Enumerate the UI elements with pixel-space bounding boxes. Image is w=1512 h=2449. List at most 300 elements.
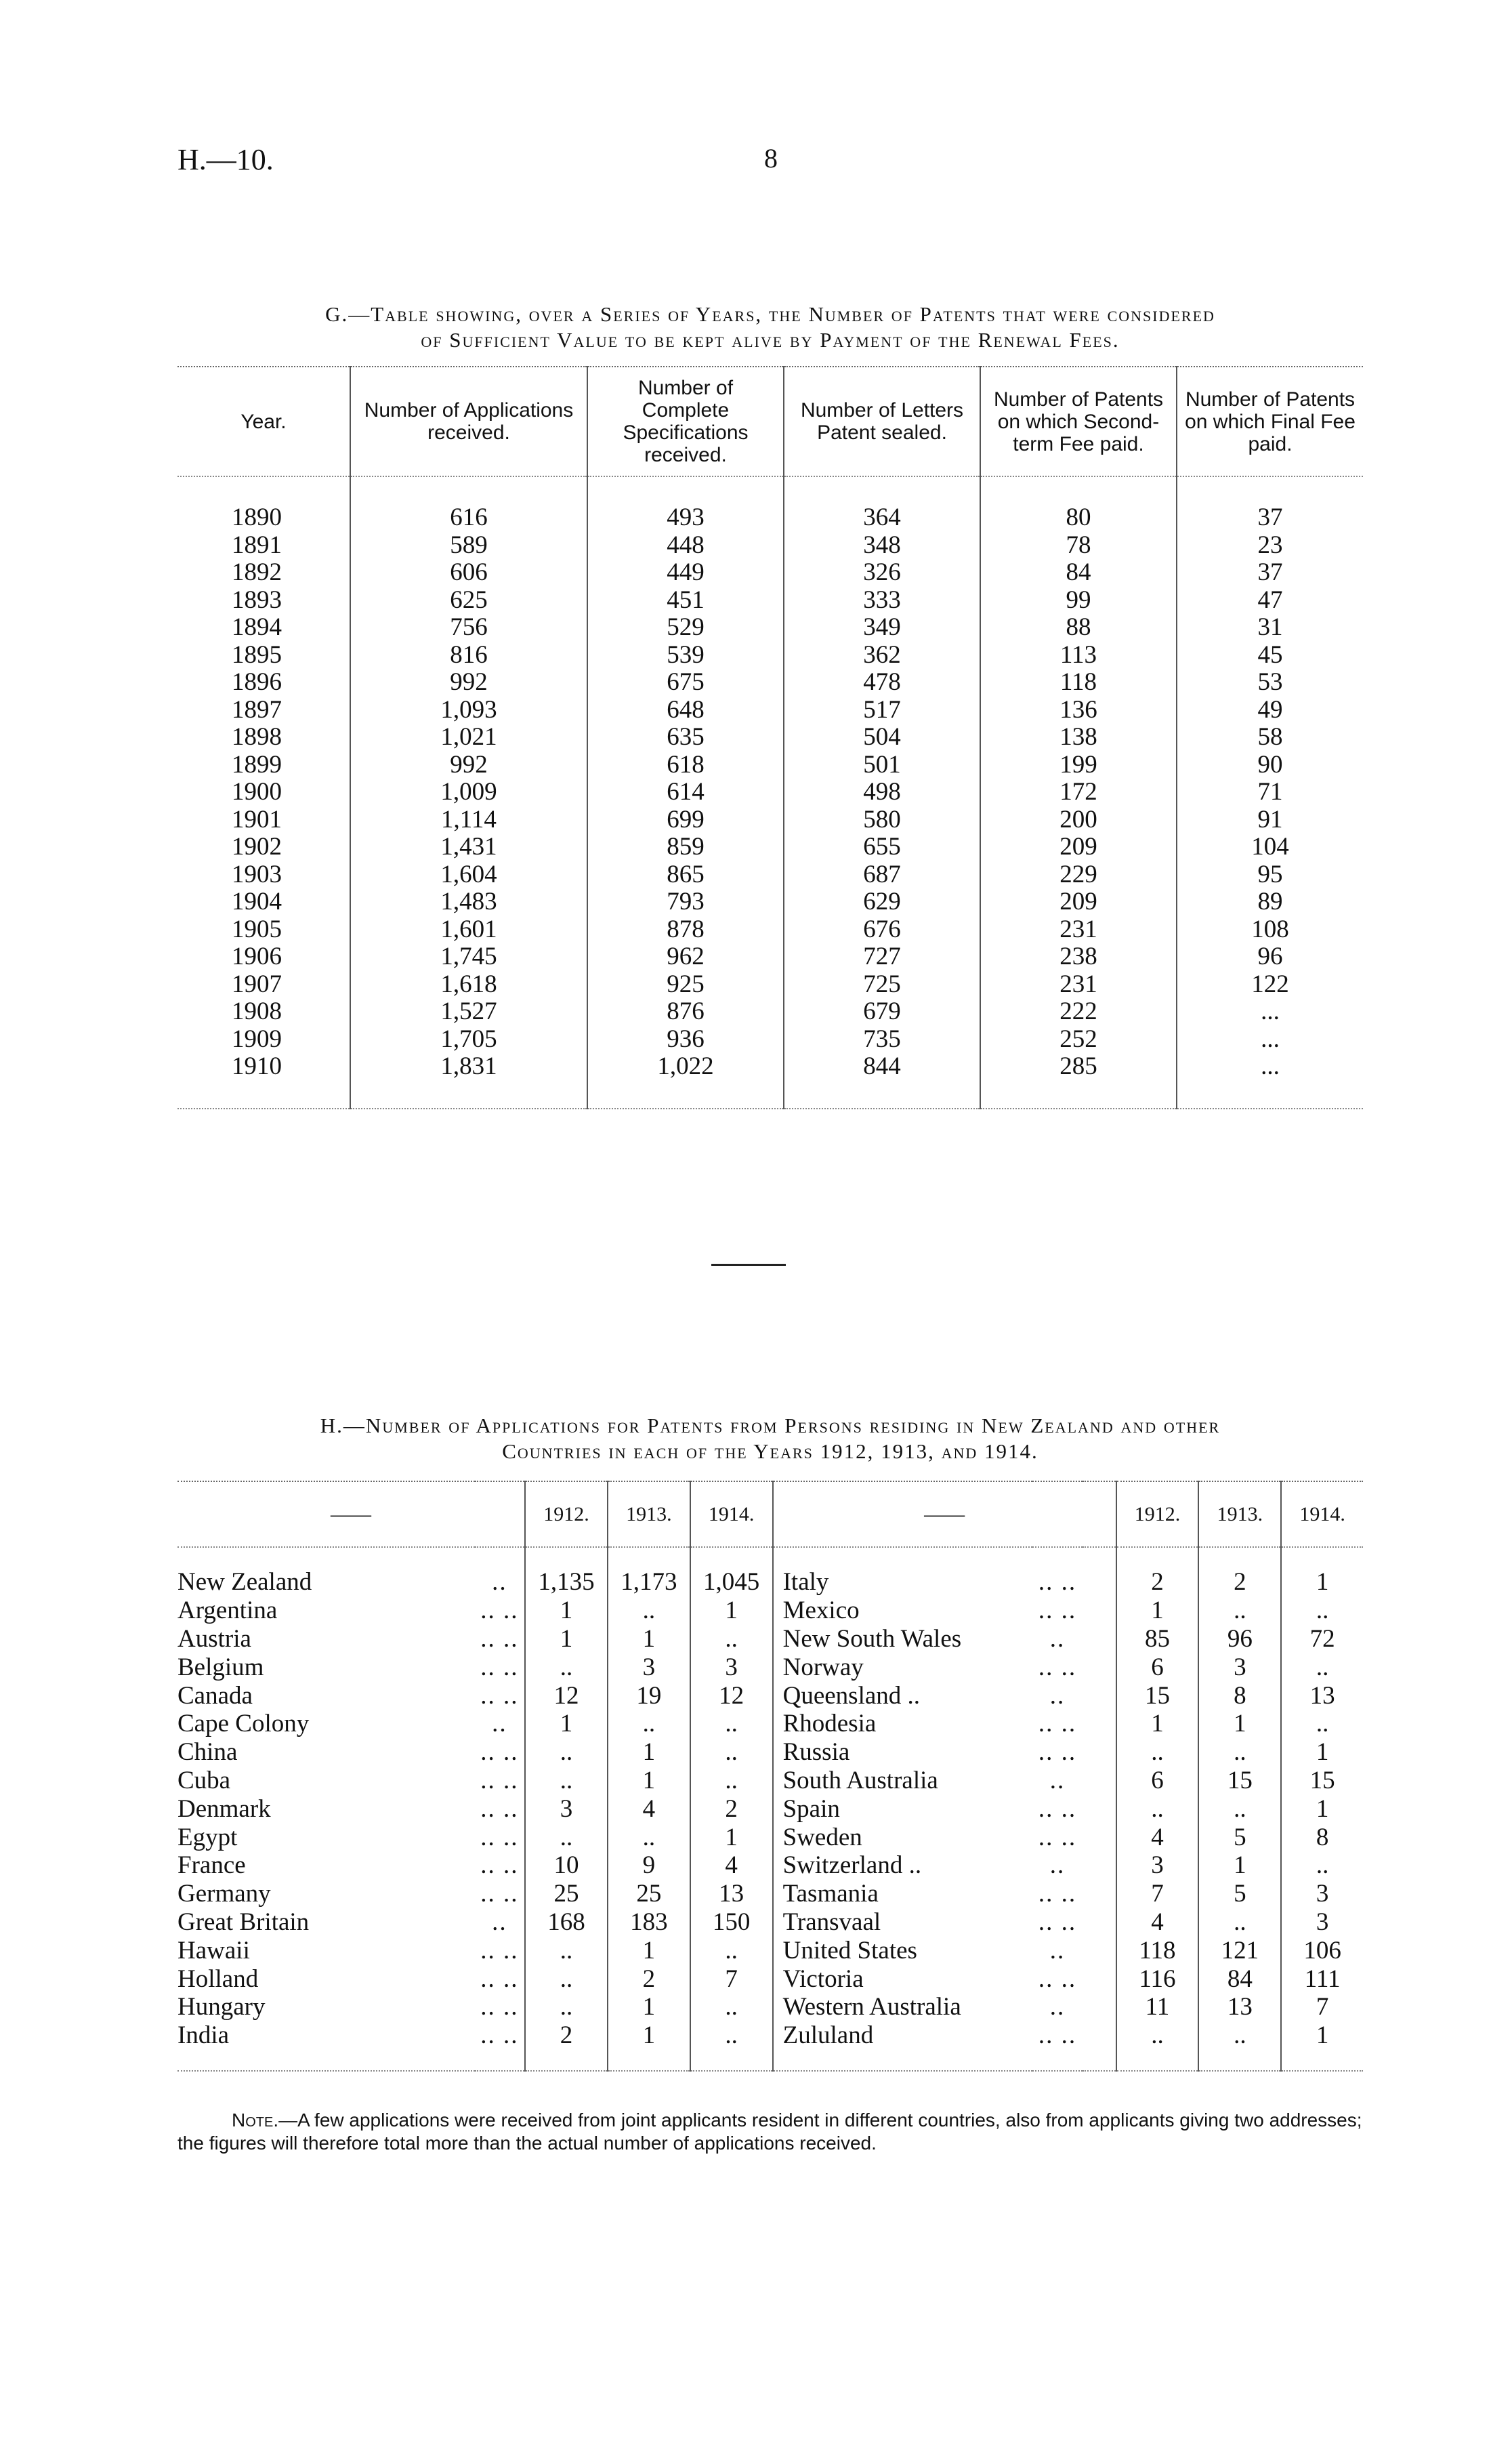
right-leader-dots: .. .. bbox=[1038, 1794, 1077, 1823]
left-country-name: China bbox=[177, 1738, 238, 1767]
complete-specifications-cell: 614 bbox=[587, 779, 784, 806]
complete-specifications-cell: 675 bbox=[587, 669, 784, 697]
left-value-1914: 1 bbox=[690, 1823, 773, 1851]
complete-specifications-cell: 699 bbox=[587, 806, 784, 834]
complete-specifications-cell: 539 bbox=[587, 642, 784, 670]
applications-cell: 1,527 bbox=[350, 998, 587, 1026]
right-value-1913: 2 bbox=[1198, 1568, 1281, 1597]
left-value-1914: 4 bbox=[690, 1851, 773, 1880]
right-value-1914: 1 bbox=[1281, 1794, 1363, 1823]
right-value-1912: 15 bbox=[1116, 1681, 1199, 1710]
right-leader-gap bbox=[1083, 1908, 1116, 1937]
year-cell: 1907 bbox=[232, 970, 282, 998]
second-term-fee-cell: 209 bbox=[980, 834, 1177, 861]
spacer-cell bbox=[350, 1081, 587, 1109]
left-value-1912: .. bbox=[525, 1653, 608, 1681]
left-value-1913: 25 bbox=[608, 1880, 690, 1908]
left-value-1913: 1 bbox=[608, 1767, 690, 1795]
left-value-1913: 2 bbox=[608, 1964, 690, 1993]
left-country-name: Belgium bbox=[177, 1653, 264, 1681]
spacer-cell bbox=[1032, 1547, 1082, 1568]
table-row bbox=[177, 724, 1363, 752]
applications-cell: 1,093 bbox=[350, 697, 587, 724]
right-country-name: United States bbox=[773, 1936, 1033, 1964]
year-cell: 1909 bbox=[232, 1025, 282, 1053]
complete-specifications-cell: 529 bbox=[587, 614, 784, 642]
second-term-fee-cell: 172 bbox=[980, 779, 1177, 806]
left-value-1913: 1 bbox=[608, 1993, 690, 2021]
spacer-row bbox=[177, 1081, 1363, 1109]
right-leader-dots: .. bbox=[1049, 1851, 1066, 1880]
left-country-name: Austria bbox=[177, 1624, 251, 1653]
table-row bbox=[177, 1597, 1363, 1625]
second-term-fee-cell: 78 bbox=[980, 532, 1177, 560]
table-row bbox=[177, 1738, 1363, 1767]
right-leader-dots: .. bbox=[1049, 1766, 1066, 1794]
left-value-1913: 1 bbox=[608, 1625, 690, 1653]
table-row bbox=[177, 1936, 1363, 1964]
year-cell: 1900 bbox=[232, 778, 282, 806]
right-value-1914: 13 bbox=[1281, 1681, 1363, 1710]
right-leader-gap bbox=[1083, 1738, 1116, 1767]
right-leader-gap bbox=[1083, 1597, 1116, 1625]
column-header-second-term-fee: Number of Patents on which Second-term Fee paid. bbox=[980, 367, 1177, 476]
second-term-fee-cell: 252 bbox=[980, 1026, 1177, 1054]
right-value-1914: 3 bbox=[1281, 1880, 1363, 1908]
final-fee-cell: ... bbox=[1177, 1053, 1363, 1081]
final-fee-cell: 23 bbox=[1177, 532, 1363, 560]
right-value-1913: 5 bbox=[1198, 1823, 1281, 1851]
left-value-1913: 4 bbox=[608, 1794, 690, 1823]
left-value-1914: 12 bbox=[690, 1681, 773, 1710]
right-leader-gap bbox=[1083, 1653, 1116, 1681]
column-header-year: Year. bbox=[177, 367, 350, 476]
applications-cell: 625 bbox=[350, 587, 587, 615]
right-leader-gap bbox=[1083, 1681, 1116, 1710]
right-value-1914: .. bbox=[1281, 1851, 1363, 1880]
right-value-1913: 1 bbox=[1198, 1710, 1281, 1738]
right-value-1912: 6 bbox=[1116, 1653, 1199, 1681]
right-value-1913: 96 bbox=[1198, 1625, 1281, 1653]
right-leader-gap bbox=[1083, 1794, 1116, 1823]
table-g-header-row bbox=[177, 367, 1363, 476]
right-leader-gap bbox=[1083, 1851, 1116, 1880]
spacer-cell bbox=[1177, 476, 1363, 504]
table-row bbox=[177, 806, 1363, 834]
left-value-1914: .. bbox=[690, 1936, 773, 1964]
spacer-row bbox=[177, 476, 1363, 504]
section-divider bbox=[711, 1264, 786, 1266]
table-row bbox=[177, 916, 1363, 944]
second-term-fee-cell: 231 bbox=[980, 916, 1177, 944]
applications-cell: 1,745 bbox=[350, 943, 587, 971]
spacer-cell bbox=[608, 2050, 690, 2071]
left-value-1914: 2 bbox=[690, 1794, 773, 1823]
left-value-1912: 1 bbox=[525, 1625, 608, 1653]
complete-specifications-cell: 493 bbox=[587, 504, 784, 532]
left-value-1914: 7 bbox=[690, 1964, 773, 1993]
right-value-1912: 4 bbox=[1116, 1823, 1199, 1851]
final-fee-cell: 108 bbox=[1177, 916, 1363, 944]
right-country-name: Mexico bbox=[773, 1597, 1033, 1625]
table-g-title bbox=[177, 302, 1363, 353]
final-fee-cell: 89 bbox=[1177, 888, 1363, 916]
left-value-1912: 1 bbox=[525, 1710, 608, 1738]
right-value-1914: 3 bbox=[1281, 1908, 1363, 1937]
right-leader-dots: .. .. bbox=[1038, 1597, 1077, 1625]
table-row bbox=[177, 1794, 1363, 1823]
letters-patent-cell: 679 bbox=[784, 998, 980, 1026]
year-cell: 1908 bbox=[232, 997, 282, 1026]
right-value-1912: .. bbox=[1116, 1738, 1199, 1767]
table-row bbox=[177, 504, 1363, 532]
year-cell: 1903 bbox=[232, 860, 282, 888]
applications-cell: 1,601 bbox=[350, 916, 587, 944]
right-value-1912: 7 bbox=[1116, 1880, 1199, 1908]
right-value-1912: 11 bbox=[1116, 1993, 1199, 2021]
table-row bbox=[177, 1823, 1363, 1851]
left-country-name: France bbox=[177, 1851, 246, 1880]
right-value-1913: 15 bbox=[1198, 1767, 1281, 1795]
left-value-1913: .. bbox=[608, 1710, 690, 1738]
left-country-name: Argentina bbox=[177, 1597, 278, 1625]
left-leader-dots: .. bbox=[492, 1568, 507, 1597]
left-country-name: Egypt bbox=[177, 1823, 238, 1851]
spacer-cell bbox=[177, 476, 350, 504]
second-term-fee-cell: 118 bbox=[980, 669, 1177, 697]
applications-cell: 1,114 bbox=[350, 806, 587, 834]
year-cell: 1901 bbox=[232, 805, 282, 834]
complete-specifications-cell: 936 bbox=[587, 1026, 784, 1054]
right-country-name: Rhodesia bbox=[773, 1710, 1033, 1738]
right-value-1913: .. bbox=[1198, 2021, 1281, 2050]
right-leader-dots: .. .. bbox=[1038, 1568, 1077, 1597]
table-h bbox=[177, 1481, 1363, 2072]
left-value-1913: 19 bbox=[608, 1681, 690, 1710]
letters-patent-cell: 498 bbox=[784, 779, 980, 806]
letters-patent-cell: 580 bbox=[784, 806, 980, 834]
applications-cell: 1,009 bbox=[350, 779, 587, 806]
applications-cell: 1,021 bbox=[350, 724, 587, 752]
right-leader-gap bbox=[1083, 1964, 1116, 1993]
final-fee-cell: 53 bbox=[1177, 669, 1363, 697]
letters-patent-cell: 362 bbox=[784, 642, 980, 670]
applications-cell: 756 bbox=[350, 614, 587, 642]
right-country-name: Spain bbox=[773, 1794, 1033, 1823]
spacer-cell bbox=[350, 476, 587, 504]
final-fee-cell: 95 bbox=[1177, 861, 1363, 889]
left-year-1913-header: 1913. bbox=[608, 1481, 690, 1547]
right-value-1912: 85 bbox=[1116, 1625, 1199, 1653]
final-fee-cell: 37 bbox=[1177, 504, 1363, 532]
table-row bbox=[177, 1053, 1363, 1081]
left-year-1912-header: 1912. bbox=[525, 1481, 608, 1547]
page-number: 8 bbox=[764, 143, 778, 173]
left-leader-dots: .. .. bbox=[480, 1681, 519, 1710]
year-cell: 1892 bbox=[232, 558, 282, 587]
left-country-name: Canada bbox=[177, 1681, 253, 1710]
table-row bbox=[177, 532, 1363, 560]
spacer-cell bbox=[177, 1081, 350, 1109]
right-value-1914: 1 bbox=[1281, 1568, 1363, 1597]
left-value-1913: 9 bbox=[608, 1851, 690, 1880]
right-leader-dots: .. .. bbox=[1038, 1880, 1077, 1908]
table-h-title-line2: Countries in each of the Years 1912, 1913, and 1914. bbox=[502, 1439, 1038, 1463]
applications-cell: 1,705 bbox=[350, 1026, 587, 1054]
year-cell: 1894 bbox=[232, 613, 282, 642]
spacer-cell bbox=[773, 1547, 1033, 1568]
spacer-cell bbox=[587, 476, 784, 504]
right-country-name: Norway bbox=[773, 1653, 1033, 1681]
left-leader-dots: .. .. bbox=[480, 1597, 519, 1625]
final-fee-cell: 31 bbox=[1177, 614, 1363, 642]
year-cell: 1902 bbox=[232, 833, 282, 861]
second-term-fee-cell: 136 bbox=[980, 697, 1177, 724]
table-row bbox=[177, 697, 1363, 724]
letters-patent-cell: 504 bbox=[784, 724, 980, 752]
spacer-row bbox=[177, 2050, 1363, 2071]
table-row bbox=[177, 1710, 1363, 1738]
column-header-complete-specifications: Number of Complete Specifications received. bbox=[587, 367, 784, 476]
left-leader-dots: .. .. bbox=[480, 1624, 519, 1653]
applications-cell: 1,431 bbox=[350, 834, 587, 861]
year-cell: 1897 bbox=[232, 695, 282, 724]
column-header-applications: Number of Applications received. bbox=[350, 367, 587, 476]
right-value-1912: 3 bbox=[1116, 1851, 1199, 1880]
left-value-1914: .. bbox=[690, 1767, 773, 1795]
left-country-name: Great Britain bbox=[177, 1908, 310, 1936]
right-year-1912-header: 1912. bbox=[1116, 1481, 1199, 1547]
left-value-1914: 1 bbox=[690, 1597, 773, 1625]
applications-cell: 589 bbox=[350, 532, 587, 560]
right-country-name: Italy bbox=[773, 1568, 1033, 1597]
table-row bbox=[177, 559, 1363, 587]
right-value-1914: 1 bbox=[1281, 1738, 1363, 1767]
letters-patent-cell: 676 bbox=[784, 916, 980, 944]
letters-patent-cell: 687 bbox=[784, 861, 980, 889]
right-leader-gap bbox=[1083, 1823, 1116, 1851]
complete-specifications-cell: 793 bbox=[587, 888, 784, 916]
spacer-cell bbox=[1281, 2050, 1363, 2071]
right-value-1914: 1 bbox=[1281, 2021, 1363, 2050]
left-value-1914: 150 bbox=[690, 1908, 773, 1937]
left-value-1913: 1 bbox=[608, 2021, 690, 2050]
letters-patent-cell: 735 bbox=[784, 1026, 980, 1054]
left-year-1914-header: 1914. bbox=[690, 1481, 773, 1547]
spacer-cell bbox=[608, 1547, 690, 1568]
second-term-fee-cell: 88 bbox=[980, 614, 1177, 642]
final-fee-cell: ... bbox=[1177, 998, 1363, 1026]
second-term-fee-cell: 99 bbox=[980, 587, 1177, 615]
final-fee-cell: 45 bbox=[1177, 642, 1363, 670]
year-cell: 1906 bbox=[232, 943, 282, 971]
final-fee-cell: 49 bbox=[1177, 697, 1363, 724]
year-cell: 1905 bbox=[232, 915, 282, 943]
right-value-1914: 15 bbox=[1281, 1767, 1363, 1795]
year-cell: 1910 bbox=[232, 1052, 282, 1081]
table-h-title-line1: H.—Number of Applications for Patents from Persons residing in New Zealand and other bbox=[320, 1414, 1221, 1437]
second-term-fee-cell: 285 bbox=[980, 1053, 1177, 1081]
second-term-fee-cell: 231 bbox=[980, 971, 1177, 999]
footnote-text: —A few applications were received from joint applicants resident in different countries, also from applicants giving two addresses; the figures will therefore total more than the actual number of applications received. bbox=[177, 2110, 1362, 2154]
right-value-1912: .. bbox=[1116, 1794, 1199, 1823]
table-row bbox=[177, 998, 1363, 1026]
left-value-1912: 10 bbox=[525, 1851, 608, 1880]
year-cell: 1896 bbox=[232, 668, 282, 697]
table-row bbox=[177, 971, 1363, 999]
applications-cell: 1,604 bbox=[350, 861, 587, 889]
right-country-name: Sweden bbox=[773, 1823, 1033, 1851]
final-fee-cell: 47 bbox=[1177, 587, 1363, 615]
table-g-title-line2: of Sufficient Value to be kept alive by Payment of the Renewal Fees. bbox=[421, 328, 1120, 352]
left-value-1912: 25 bbox=[525, 1880, 608, 1908]
complete-specifications-cell: 878 bbox=[587, 916, 784, 944]
table-h-body bbox=[177, 1547, 1363, 2071]
right-value-1913: .. bbox=[1198, 1908, 1281, 1937]
left-leader-dots: .. .. bbox=[480, 1880, 519, 1908]
final-fee-cell: 104 bbox=[1177, 834, 1363, 861]
right-value-1914: .. bbox=[1281, 1653, 1363, 1681]
left-country-name: India bbox=[177, 2021, 230, 2050]
left-country-name: Hawaii bbox=[177, 1936, 250, 1964]
right-leader-gap bbox=[1083, 1625, 1116, 1653]
complete-specifications-cell: 865 bbox=[587, 861, 784, 889]
letters-patent-cell: 326 bbox=[784, 559, 980, 587]
final-fee-cell: 37 bbox=[1177, 559, 1363, 587]
year-cell: 1904 bbox=[232, 888, 282, 916]
second-term-fee-cell: 199 bbox=[980, 752, 1177, 779]
left-leader-dots: .. .. bbox=[480, 1851, 519, 1880]
left-value-1913: 183 bbox=[608, 1908, 690, 1937]
table-row bbox=[177, 1026, 1363, 1054]
applications-cell: 1,831 bbox=[350, 1053, 587, 1081]
complete-specifications-cell: 859 bbox=[587, 834, 784, 861]
final-fee-cell: 122 bbox=[1177, 971, 1363, 999]
year-cell: 1895 bbox=[232, 640, 282, 669]
right-value-1913: .. bbox=[1198, 1738, 1281, 1767]
right-year-1914-header: 1914. bbox=[1281, 1481, 1363, 1547]
spacer-cell bbox=[177, 2050, 475, 2071]
left-leader-dots: .. .. bbox=[480, 1794, 519, 1823]
right-value-1913: .. bbox=[1198, 1794, 1281, 1823]
table-row bbox=[177, 888, 1363, 916]
right-country-name: Switzerland .. bbox=[773, 1851, 1033, 1880]
left-leader-dots: .. .. bbox=[480, 1823, 519, 1851]
right-leader-dots: .. .. bbox=[1038, 1964, 1077, 1993]
applications-cell: 616 bbox=[350, 504, 587, 532]
left-value-1914: .. bbox=[690, 1625, 773, 1653]
table-g bbox=[177, 366, 1363, 1109]
spacer-cell bbox=[525, 1547, 608, 1568]
left-value-1914: .. bbox=[690, 1738, 773, 1767]
left-value-1912: .. bbox=[525, 1738, 608, 1767]
spacer-cell bbox=[1281, 1547, 1363, 1568]
spacer-cell bbox=[1116, 2050, 1199, 2071]
left-leader-dots: .. .. bbox=[480, 1738, 519, 1767]
right-country-name: Transvaal bbox=[773, 1908, 1033, 1937]
spacer-cell bbox=[980, 1081, 1177, 1109]
final-fee-cell: 58 bbox=[1177, 724, 1363, 752]
spacer-cell bbox=[773, 2050, 1033, 2071]
right-value-1913: 5 bbox=[1198, 1880, 1281, 1908]
left-value-1914: 1,045 bbox=[690, 1568, 773, 1597]
right-value-1912: 2 bbox=[1116, 1568, 1199, 1597]
right-leader-dots: .. .. bbox=[1038, 2021, 1077, 2050]
spacer-cell bbox=[1083, 2050, 1116, 2071]
left-value-1912: 1 bbox=[525, 1597, 608, 1625]
complete-specifications-cell: 648 bbox=[587, 697, 784, 724]
left-value-1914: 3 bbox=[690, 1653, 773, 1681]
left-value-1912: 3 bbox=[525, 1794, 608, 1823]
right-value-1912: 4 bbox=[1116, 1908, 1199, 1937]
applications-cell: 816 bbox=[350, 642, 587, 670]
final-fee-cell: 90 bbox=[1177, 752, 1363, 779]
year-cell: 1893 bbox=[232, 585, 282, 614]
left-country-name: Cuba bbox=[177, 1766, 231, 1794]
table-row bbox=[177, 1625, 1363, 1653]
right-value-1914: 72 bbox=[1281, 1625, 1363, 1653]
right-leader-gap bbox=[1083, 1880, 1116, 1908]
spacer-cell bbox=[1083, 1547, 1116, 1568]
spacer-cell bbox=[475, 1547, 525, 1568]
right-value-1912: 1 bbox=[1116, 1597, 1199, 1625]
complete-specifications-cell: 448 bbox=[587, 532, 784, 560]
left-value-1913: .. bbox=[608, 1597, 690, 1625]
final-fee-cell: 96 bbox=[1177, 943, 1363, 971]
letters-patent-cell: 629 bbox=[784, 888, 980, 916]
complete-specifications-cell: 925 bbox=[587, 971, 784, 999]
right-country-name: Queensland .. bbox=[773, 1681, 1033, 1710]
right-leader-gap bbox=[1083, 2021, 1116, 2050]
spacer-row bbox=[177, 1547, 1363, 1568]
right-leader-dots: .. .. bbox=[1038, 1908, 1077, 1936]
second-term-fee-cell: 113 bbox=[980, 642, 1177, 670]
left-leader-dots: .. .. bbox=[480, 1936, 519, 1964]
spacer-cell bbox=[784, 1081, 980, 1109]
left-value-1912: .. bbox=[525, 1964, 608, 1993]
right-country-name: South Australia bbox=[773, 1767, 1033, 1795]
left-value-1912: .. bbox=[525, 1993, 608, 2021]
right-country-header: —— bbox=[773, 1481, 1116, 1547]
applications-cell: 992 bbox=[350, 669, 587, 697]
left-value-1912: 1,135 bbox=[525, 1568, 608, 1597]
right-value-1913: 84 bbox=[1198, 1964, 1281, 1993]
complete-specifications-cell: 451 bbox=[587, 587, 784, 615]
left-country-name: Germany bbox=[177, 1880, 271, 1908]
second-term-fee-cell: 80 bbox=[980, 504, 1177, 532]
spacer-cell bbox=[1177, 1081, 1363, 1109]
spacer-cell bbox=[690, 1547, 773, 1568]
applications-cell: 992 bbox=[350, 752, 587, 779]
right-leader-gap bbox=[1083, 1767, 1116, 1795]
applications-cell: 606 bbox=[350, 559, 587, 587]
second-term-fee-cell: 222 bbox=[980, 998, 1177, 1026]
right-leader-gap bbox=[1083, 1993, 1116, 2021]
left-value-1914: .. bbox=[690, 2021, 773, 2050]
complete-specifications-cell: 1,022 bbox=[587, 1053, 784, 1081]
spacer-cell bbox=[690, 2050, 773, 2071]
left-value-1913: .. bbox=[608, 1823, 690, 1851]
complete-specifications-cell: 876 bbox=[587, 998, 784, 1026]
table-row bbox=[177, 1681, 1363, 1710]
table-row bbox=[177, 614, 1363, 642]
right-value-1913: 121 bbox=[1198, 1936, 1281, 1964]
right-value-1913: 1 bbox=[1198, 1851, 1281, 1880]
table-row bbox=[177, 752, 1363, 779]
table-h-title bbox=[177, 1413, 1363, 1464]
left-leader-dots: .. .. bbox=[480, 1993, 519, 2021]
letters-patent-cell: 725 bbox=[784, 971, 980, 999]
